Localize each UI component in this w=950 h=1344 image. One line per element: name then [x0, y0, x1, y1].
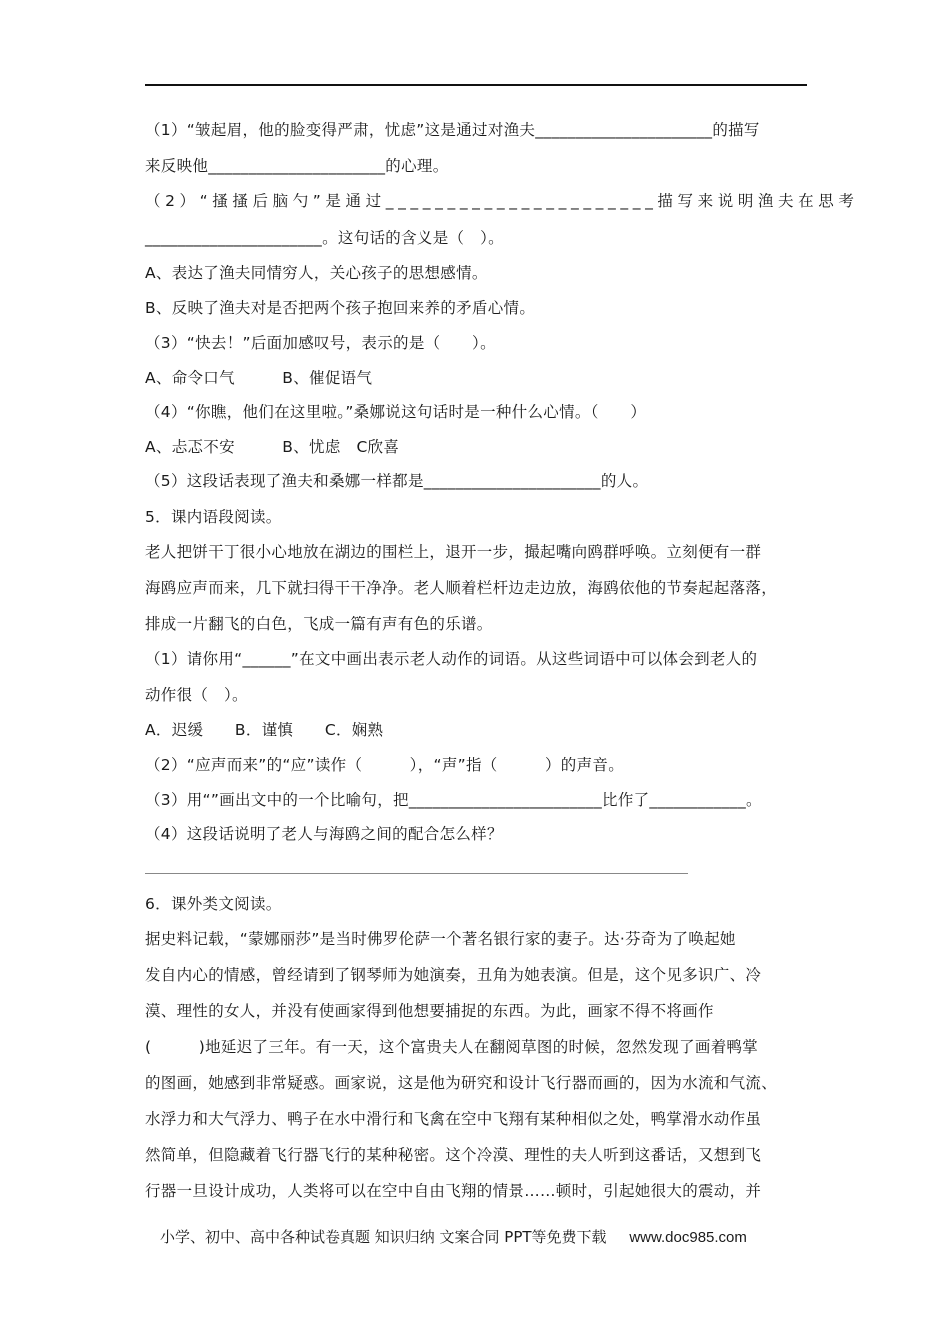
passage-5-line-1: 老人把饼干丁很小心地放在湖边的围栏上，退开一步，撮起嘴向鸥群呼唤。立刻便有一群: [145, 543, 762, 561]
passage-6-line-8: 行器一旦设计成功，人类将可以在空中自由飞翔的情景……顿时，引起她很大的震动，并: [145, 1182, 762, 1200]
q5-line: （5）这段话表现了渔夫和桑娜一样都是______________________的人。: [145, 472, 649, 490]
q4-options: A、忐忑不安 B、忧虑 C欣喜: [145, 438, 400, 456]
q2-option-a: A、表达了渔夫同情穷人，关心孩子的思想感情。: [145, 264, 488, 282]
s5-q2-line: （2）“应声而来”的“应”读作（ ），“声”指（ ）的声音。: [145, 756, 624, 774]
footer-url[interactable]: www.doc985.com: [629, 1229, 747, 1246]
passage-6-line-7: 然简单，但隐藏着飞行器飞行的某种秘密。这个冷漠、理性的夫人听到这番话，又想到飞: [145, 1146, 762, 1164]
q3-options: A、命令口气 B、催促语气: [145, 369, 373, 387]
q2-option-b: B、反映了渔夫对是否把两个孩子抱回来养的矛盾心情。: [145, 299, 536, 317]
section-6-heading: 6．课外类文阅读。: [145, 895, 282, 913]
header-rule: [145, 84, 807, 86]
footer-text: 小学、初中、高中各种试卷真题 知识归纳 文案合同 PPT等免费下载: [160, 1228, 607, 1246]
q1-line-1: （1）“皱起眉，他的脸变得严肃，忧虑”这是通过对渔夫______________________的描写: [145, 121, 760, 139]
q1-line-2: 来反映他______________________的心理。: [145, 157, 449, 175]
q4-line: （4）“你瞧，他们在这里啦。”桑娜说这句话时是一种什么心情。（ ）: [145, 403, 647, 421]
passage-6-line-6: 水浮力和大气浮力、鸭子在水中滑行和飞禽在空中飞翔有某种相似之处，鸭掌滑水动作虽: [145, 1110, 762, 1128]
passage-6-line-4: ( )地延迟了三年。有一天，这个富贵夫人在翻阅草图的时候，忽然发现了画着鸭掌: [145, 1038, 759, 1056]
q3-line: （3）“快去！”后面加感叹号，表示的是（ ）。: [145, 334, 496, 352]
s5-q1-options: A．迟缓 B．谨慎 C．娴熟: [145, 721, 384, 739]
s5-q1-line-1: （1）请你用“______”在文中画出表示老人动作的词语。从这些词语中可以体会到老人的: [145, 650, 758, 668]
passage-6-line-1: 据史料记载，“蒙娜丽莎”是当时佛罗伦萨一个著名银行家的妻子。达·芬奇为了唤起她: [145, 930, 736, 948]
passage-6-line-5: 的图画，她感到非常疑惑。画家说，这是他为研究和设计飞行器而画的，因为水流和气流、: [145, 1074, 778, 1092]
q2-line-2: ______________________。这句话的含义是（ ）。: [145, 229, 504, 247]
q2-line-1: （2）“搔搔后脑勺”是通过______________________描写来说明渔夫在思考: [145, 192, 859, 210]
s5-q4-line: （4）这段话说明了老人与海鸥之间的配合怎么样？: [145, 825, 503, 843]
passage-5-line-3: 排成一片翻飞的白色，飞成一篇有声有色的乐谱。: [145, 615, 493, 633]
answer-line: [145, 873, 688, 874]
s5-q1-line-2: 动作很（ ）。: [145, 686, 248, 704]
passage-5-line-2: 海鸥应声而来，几下就扫得干干净净。老人顺着栏杆边走边放，海鸥依他的节奏起起落落，: [145, 579, 778, 597]
passage-6-line-3: 漠、理性的女人，并没有使画家得到他想要捕捉的东西。为此，画家不得不将画作: [145, 1002, 714, 1020]
s5-q3-line: （3）用“”画出文中的一个比喻句，把________________________比作了____________。: [145, 791, 762, 809]
passage-6-line-2: 发自内心的情感，曾经请到了钢琴师为她演奏，丑角为她表演。但是，这个见多识广、冷: [145, 966, 762, 984]
footer: [160, 1226, 747, 1247]
section-5-heading: 5．课内语段阅读。: [145, 508, 282, 526]
